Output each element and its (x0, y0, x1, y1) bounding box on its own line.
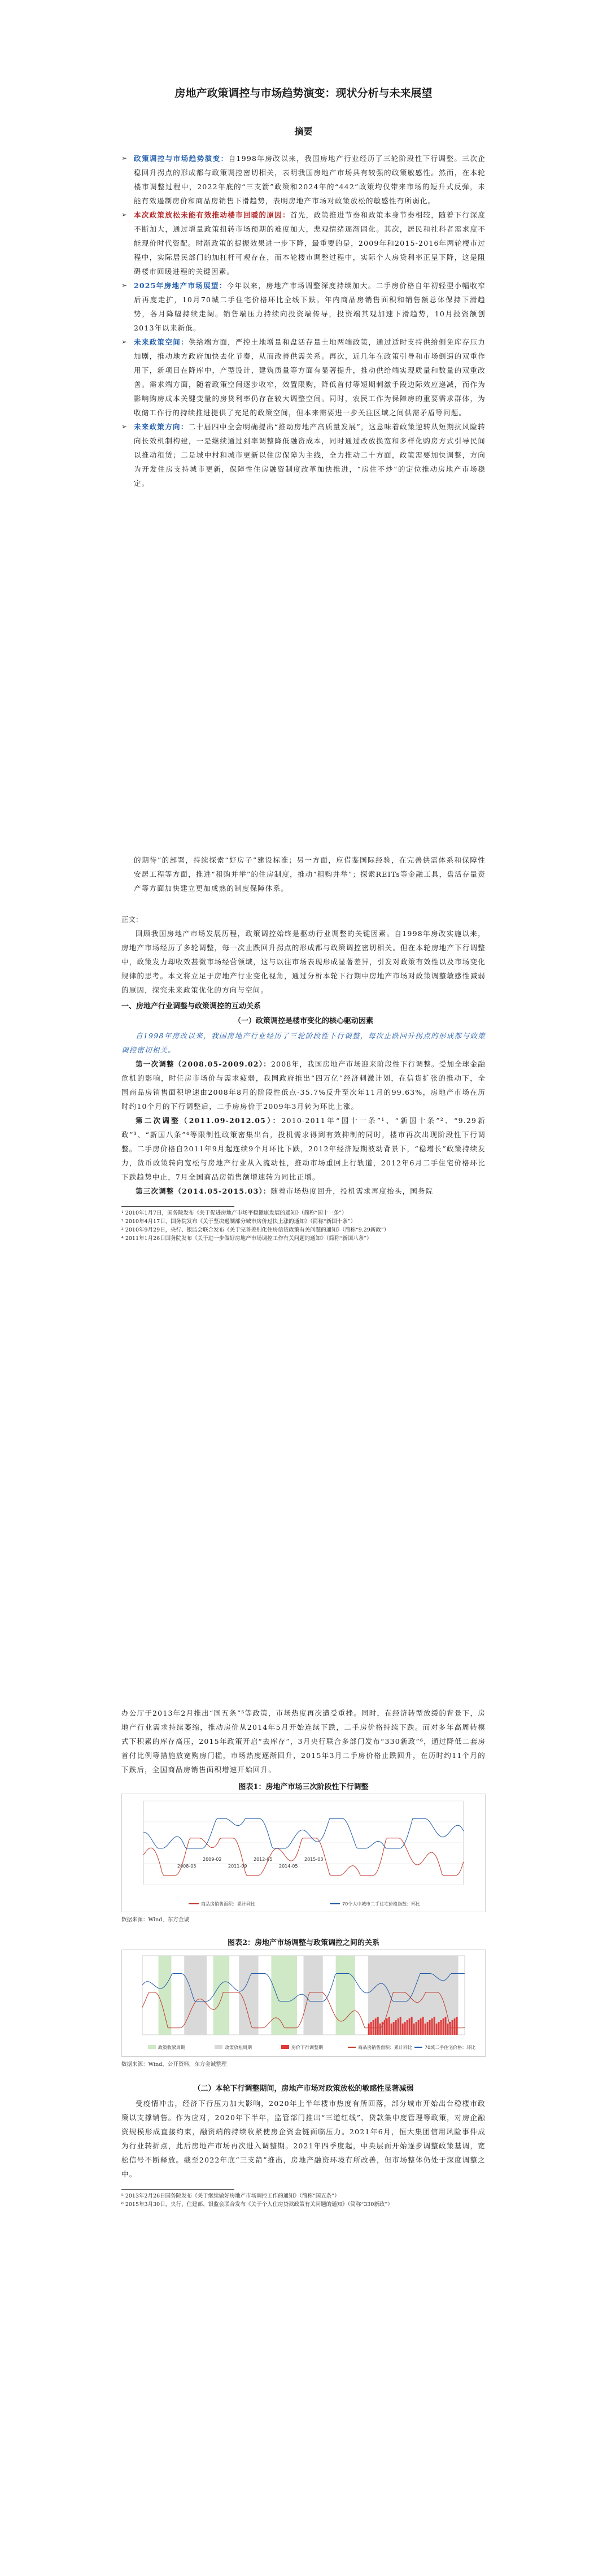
arrow-bullet-icon: ➢ (121, 211, 128, 219)
figure-2-source: 数据来源：Wind，公开资料，东方金诚整理 (121, 2061, 227, 2068)
subsection-heading: （一）政策调控是楼市变化的核心驱动因素 (233, 1017, 373, 1025)
footnote: ³ 2010年9月29日，央行、银监会联合发布《关于完善差别化住房信贷政策有关问题的通知》（简称“9.29新政”） (121, 1227, 390, 1233)
policy-band (159, 1956, 172, 2035)
legend-swatch (281, 2045, 289, 2049)
arrow-bullet-icon: ➢ (121, 281, 128, 289)
down-bar (420, 2018, 422, 2035)
page-3 (0, 1700, 607, 2576)
figure-1-title: 图表1：房地产市场三次阶段性下行调整 (238, 1783, 369, 1791)
footnote: ⁶ 2015年3月30日，央行、住建部、银监会联合发布《关于个人住房贷款政策有关问题的通知》（简称“330新政”） (121, 2201, 393, 2208)
policy-band (271, 1956, 297, 2035)
page-2-content (121, 853, 486, 1243)
abstract-bullet: ➢ 未来政策方向：二十届四中全会明确提出“推动房地产高质量发展”，这意味着政策逆转从短期抗风险转向长效机制构建，一是继续通过到率调整降低融资成本，同时通过改放换宽和多样化购房方式引导民间以推动租赁；二是城中村和城市更新以住房保障为主线，全力推动二十方面，政策需要加快调整，方向为开发住房支持城市更新，保障性住房融资制度改革加快推进，“房住不炒”的定位推动房地产市场稳定。 (121, 420, 486, 490)
down-bar (445, 2017, 447, 2035)
legend-label: 70个大中城市二手住宅价格指数：环比 (342, 1901, 421, 1907)
down-bar (427, 2022, 429, 2035)
down-bar (370, 2022, 372, 2035)
annotation-label: 2015-03 (304, 1857, 324, 1862)
page-1 (0, 0, 607, 850)
down-bar (368, 2024, 370, 2035)
figure-2-svg (122, 1950, 485, 2056)
down-bar (418, 2020, 420, 2035)
legend-label: 政策放松周期 (225, 2045, 252, 2050)
down-bar (440, 2020, 442, 2035)
footnote: ⁴ 2011年1月26日国务院发布《关于进一步做好房地产市场调控工作有关问题的通知》（简称“新国八条”） (121, 1235, 372, 1242)
down-bar (425, 2024, 426, 2035)
down-bar (404, 2022, 406, 2035)
legend-swatch (215, 2045, 222, 2049)
round-2-paragraph: 第二次调整（2011.09-2012.05）：2010-2011年“国十一条”¹、“新国十条”²、“9.29新政”³、“新国八条”⁴等限制性政策密集出台，投机需求得到有效抑制的同时，楼市再次出现阶段性下行调整。二手房价格自2011年9月起连续9个月环比下跌，2012年经济短期波动背景下，“稳增长”政策持续发力，货币政策转向宽松与房地产行业从入流动性，推动市场重回上行轨道，2012年6月二手住宅价格环比下跌趋势中止，7月全国商品房销售额增速转为同比正增。 (121, 1116, 486, 1181)
footnote-divider (121, 2189, 234, 2190)
section-paragraph: 受疫情冲击，经济下行压力加大影响，2020年上半年楼市热度有所回落，部分城市开始出台稳楼市政策以支撑销售。作为应对，2020年下半年，监管部门推出“三道红线”、贷款集中度管理等政策，对房企融资规模形成直接约束，融资端的持续收紧使房企资金链面临压力。2021年6月，恒大集团信用风险事件成为行业转折点，此后房地产市场再次进入调整期。2021年四季度起，中央层面开始逐步调整政策基调，宽松信号不断释放。截至2022年底“三支箭”推出，房地产融资环境有所改善，但市场整体仍处于深度调整之中。 (121, 2099, 486, 2178)
abstract (121, 151, 486, 490)
section-heading: 一、房地产行业调整与政策调控的互动关系 (121, 1002, 261, 1011)
legend-swatch (148, 2045, 156, 2049)
down-bar (377, 2017, 379, 2035)
down-bar (388, 2017, 390, 2035)
series-line (143, 1838, 464, 1876)
down-bar (443, 2018, 444, 2035)
down-bar (434, 2017, 435, 2035)
down-bar (400, 2017, 401, 2035)
document-title: 房地产政策调控与市场趋势演变：现状分析与未来展望 (174, 87, 433, 99)
page-2 (0, 850, 607, 1700)
policy-band (213, 1956, 230, 2035)
abstract-bullet: ➢ 2025年房地产市场展望：今年以来，房地产市场调整深度持续加大。二手房价格自年初轻型小幅收窄后再度走扩，10月70城二手住宅价格环比全线下跌。年内商品房销售面积和销售额总体保持下滑趋势，各月降幅持续走阔。销售端压力持续向投资端传导，投资端其观加速下滑趋势，10月投资额创2013年以来新低。 (121, 279, 486, 335)
down-bar (411, 2017, 413, 2035)
down-bar (449, 2022, 451, 2035)
down-bar (393, 2022, 395, 2035)
down-bar (454, 2018, 456, 2035)
down-bar (438, 2022, 440, 2035)
down-bar (395, 2020, 397, 2035)
annotation-label: 2008-05 (177, 1864, 196, 1869)
down-bar (456, 2017, 458, 2035)
down-bar (382, 2022, 383, 2035)
footnote: ² 2010年4月17日，国务院发布《关于坚决遏制部分城市房价过快上涨的通知》（简称“新国十条”） (121, 1219, 356, 1225)
figure-1-source: 数据来源：Wind，东方金诚 (121, 1917, 189, 1923)
legend-label: 70城二手住宅价格：环比 (425, 2045, 476, 2050)
lead-paragraph: 自1998年房改以来，我国房地产行业经历了三轮阶段性下行调整，每次止跌回升拐点的形成都与政策调控密切相关。 (121, 1032, 486, 1054)
down-bar (452, 2020, 453, 2035)
down-bar (429, 2020, 431, 2035)
intro-label: 正文： (121, 915, 143, 924)
policy-band (336, 1956, 355, 2035)
down-bar (373, 2020, 374, 2035)
policy-band (239, 1956, 258, 2035)
arrow-bullet-icon: ➢ (121, 154, 128, 162)
intro-paragraph: 回顾我国房地产市场发展历程，政策调控始终是驱动行业调整的关键因素。自1998年房改实施以来，房地产市场经历了多轮调整，每一次止跌回升拐点的形成都与政策调控密切相关。但在本轮房地产下行调整中，政策发力却收效甚微市场经营领域，这与以往市场表现形成显著差异，引发对政策有效性以及市场变化规律的思考。本文将立足于房地产行业变化视角，通过分析本轮下行期中房地产市场对政策调整敏感性减弱的原因，探究未来政策优化的方向与空间。 (121, 929, 486, 994)
down-bar (431, 2018, 433, 2035)
figure-1-svg (122, 1794, 485, 1912)
legend-label: 政策收紧周期 (158, 2045, 185, 2050)
round-1-paragraph: 第一次调整（2008.05-2009.02）：2008年，我国房地产市场迎来阶段性下行调整。受加全球金融危机的影响，时任房市场价与需求疲弱，我国政府推出“四万亿”经济刺激计划，在信货扩张的推动下，全国商品房销售面积增速由2008年8月的阶段性低点-35.7%反升至次年11月的99.63%，房地产市场在历时约10个月的下行调整后，二手房房价于2009年3月转为环比上涨。 (121, 1060, 486, 1111)
down-bar (447, 2024, 449, 2035)
bullet-continuation: 的期待”的部署，持续探索“好房子”建设标准；另一方面，应借鉴国际经验，在完善供需体系和保障性安居工程等方面，推进“租购并举”的住房制度，推动“租购并举”；探索REITs等金融工具，盘活存量资产等方面加快建立更加成熟的制度保障体系。 (134, 856, 486, 893)
policy-band (184, 1956, 207, 2035)
down-bar (422, 2017, 424, 2035)
abstract-bullet: ➢ 政策调控与市场趋势演变：自1998年房改以来，我国房地产行业经历了三轮阶段性下行调整。三次企稳回升拐点的形成都与政策调控密切相关，表明我国房地产市场具有较强的政策敏感性。然而，在本轮楼市调整过程中，2022年底的“三支箭”政策和2024年的“442”政策均仅带来市场的短升式反弹，未能有效遏制房价和商品房销售下滑趋势，表明房地产市场对政策放松的敏感性有所弱化。 (121, 151, 486, 208)
annotation-label: 2009-02 (203, 1857, 222, 1862)
figure-2-chart (121, 1950, 486, 2057)
abstract-bullet: ➢ 未来政策空间：供给端方面，严控土地增量和盘活存量土地两端政策，通过适时支持供给侧免库存压力加剧，推动地方政府加快去化节奏，从而改善供需关系。再次，近几年在政策引导和市场倒逼的双重作用下，新项目在降库中，产型设计，建筑质量等方面有显著提升，推动供给端实现质量和数量的双重改善。需求端方面，随着政策空间逐步收窄，效置限购，降低首付等短期刺激手段边际效应递减，而作为影响购房成本关键变量的房贷利率仍存在较大调整空间。同时，农民工作为保障房的重要需求群体，为收储工作行的持续推进提供了充足的政策空间，但本来需要进一步关注区域之间供需矛盾等问题。 (121, 335, 486, 420)
down-bar (379, 2024, 381, 2035)
footnote: ⁵ 2013年2月26日国务院发布《关于继续做好房地产市场调控工作的通知》（简称“国五条”） (121, 2193, 340, 2199)
round-3-paragraph: 第三次调整（2014.05-2015.03）：随着市场热度回升，投机需求再度抬头，国务院 (136, 1187, 434, 1195)
series-line (143, 1818, 464, 1848)
footnote-divider (121, 1206, 234, 1207)
down-bar (409, 2018, 411, 2035)
subsection-heading: （二）本轮下行调整期间，房地产市场对政策放松的敏感性显著减弱 (193, 2085, 414, 2093)
down-bar (375, 2018, 377, 2035)
down-bar (416, 2022, 417, 2035)
legend-label: 商品房销售面积：累计同比 (201, 1901, 255, 1907)
down-bar (407, 2020, 408, 2035)
abstract-bullet: ➢ 本次政策放松未能有效推动楼市回暖的原因：首先，政策推进节奏和政策本身节奏相较，随着下行深度不断加大，通过增量政策扭转市场预期的难度加大，悲观情绪逐渐固化。其次，居民和社科者需求度不能现价时代资配。时渐政策的提振效果进一步下降，最重要的是，2009年和2015-2016年两轮楼市过程中，实际居民部门的加杠杆可观存在，而本轮楼市调整过程中，实际个人房贷利率正呈下降，这是阻碍楼市回暖进程的关键因素。 (121, 208, 486, 279)
continued-paragraph: 办公厅于2013年2月推出“国五条”⁵等政策，市场热度再次遭受重挫。同时，在经济转型放缓的背景下，房地产行业需求持续萎缩，推动房价从2014年5月开始连续下跌，二手房价格持续下跌。而对多年高周转模式下积累的库存高压，2015年政策开启“去库存”，3月央行联合多部门发布“330新政”⁶，通过降低二套房首付比例等措施放宽购房门槛，市场热度逐渐回升，2015年3月二手房价格止跌回升，在历时约11个月的下跌后，全国商品房销售面积增速开始回升。 (121, 1709, 486, 1774)
down-bar (402, 2024, 404, 2035)
down-bar (391, 2024, 392, 2035)
arrow-bullet-icon: ➢ (121, 423, 128, 430)
legend-label: 房价下行调整期 (291, 2045, 323, 2050)
down-bar (398, 2018, 399, 2035)
down-bar (384, 2020, 386, 2035)
down-bar (386, 2018, 388, 2035)
page-3-content (121, 1706, 486, 2209)
annotation-label: 2011-09 (228, 1864, 247, 1869)
legend-label: 商品房销售面积：累计同比 (358, 2045, 412, 2050)
arrow-bullet-icon: ➢ (121, 338, 128, 346)
abstract-title: 摘要 (294, 126, 313, 137)
annotation-label: 2012-05 (254, 1857, 273, 1862)
figure-2-title: 图表2：房地产市场调整与政策调控之间的关系 (227, 1939, 380, 1947)
figure-1-chart (121, 1794, 486, 1912)
down-bar (436, 2024, 438, 2035)
footnote: ¹ 2010年1月7日，国务院发布《关于促进房地产市场平稳健康发展的通知》（简称“国十一条”） (121, 1210, 347, 1216)
annotation-label: 2014-05 (279, 1864, 298, 1869)
down-bar (413, 2024, 415, 2035)
policy-band (304, 1956, 323, 2035)
